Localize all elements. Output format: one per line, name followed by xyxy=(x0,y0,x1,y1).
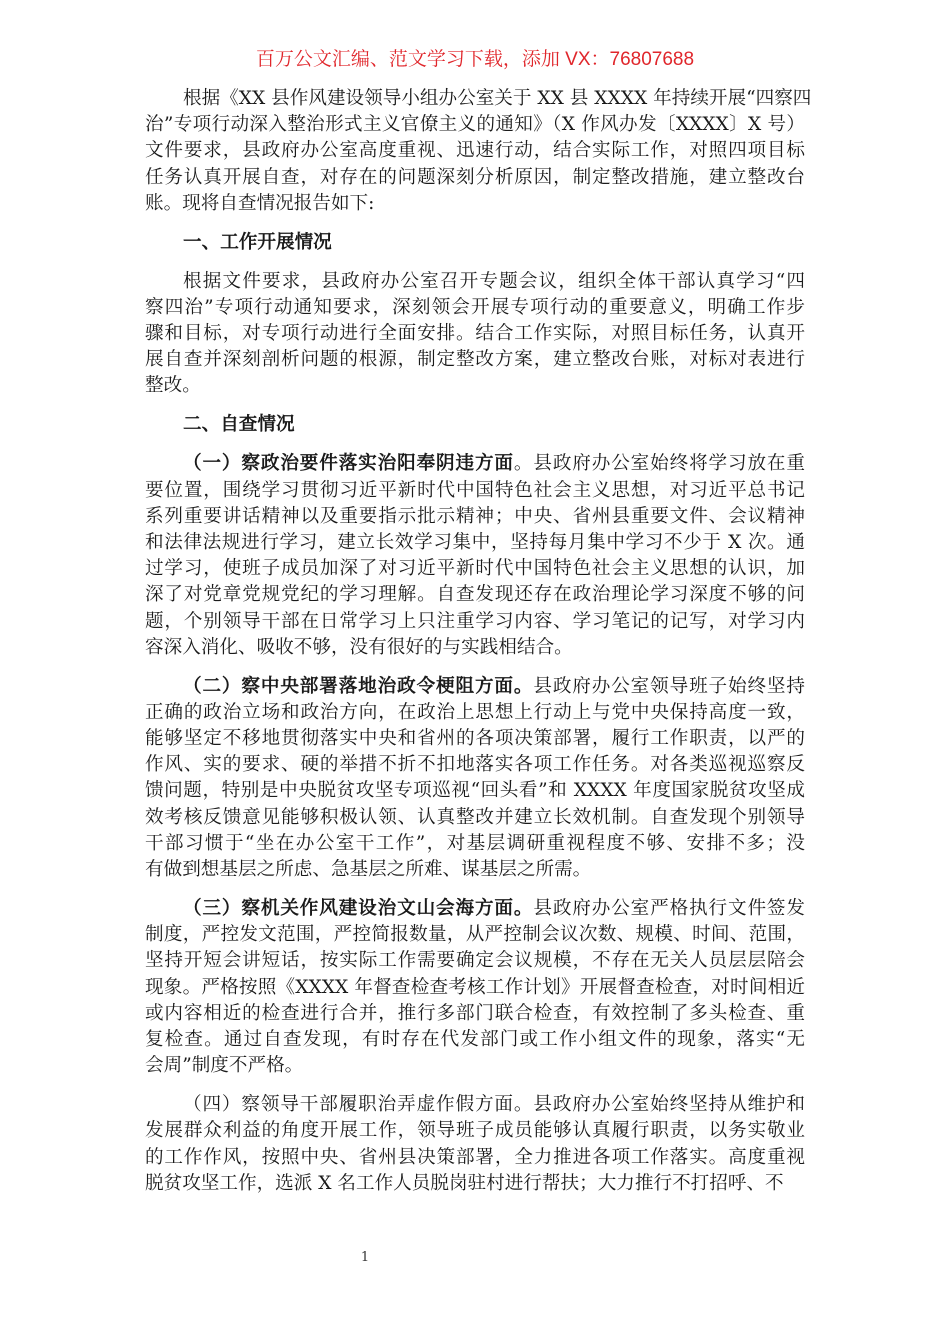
text-line: 坚持开短会讲短话，按实际工作需要确定会议规模，不存在无关人员层层陪会 xyxy=(145,950,805,972)
text-line: 整改。 xyxy=(145,375,201,397)
text-line: 会周”制度不严格。 xyxy=(145,1055,304,1077)
text-line: 的工作作风，按照中央、省州县决策部署，全力推进各项工作落实。高度重视 xyxy=(145,1146,805,1168)
text-line: 过学习，使班子成员加深了对习近平新时代中国特色社会主义思想的认识，加 xyxy=(145,558,805,580)
text-line: （四）察领导干部履职治弄虚作假方面。县政府办公室始终坚持从维护和 xyxy=(183,1094,805,1116)
text-line: 正确的政治立场和政治方向，在政治上思想上行动上与党中央保持高度一致， xyxy=(145,701,805,723)
document-body xyxy=(145,86,812,1210)
section-lead-rest: 。县政府办公室始终将学习放在重 xyxy=(513,453,805,475)
download-banner: 百万公文汇编、范文学习下载，添加 VX：76807688 xyxy=(255,49,695,70)
text-line: 题，个别领导干部在日常学习上只注重学习内容、学习笔记的记写，对学习内 xyxy=(145,610,805,632)
work-progress-paragraph xyxy=(145,269,805,400)
section-lead-rest: 县政府办公室严格执行文件签发 xyxy=(533,898,805,920)
text-line: 容深入消化、吸收不够，没有很好的与实践相结合。 xyxy=(145,636,573,658)
section-lead-title: （一）察政治要件落实治阳奉阴违方面 xyxy=(183,453,514,475)
text-line: 察四治”专项行动通知要求，深刻领会开展专项行动的重要意义，明确工作步 xyxy=(145,296,805,318)
text-line: 根据文件要求，县政府办公室召开专题会议，组织全体干部认真学习“四 xyxy=(183,270,805,292)
intro-paragraph xyxy=(145,86,812,217)
text-line: 有做到想基层之所虑、急基层之所难、谋基层之所需。 xyxy=(145,859,592,881)
page-number: 1 xyxy=(360,1250,370,1265)
text-line: 治”专项行动深入整治形式主义官僚主义的通知》（X 作风办发〔XXXX〕X 号） xyxy=(145,114,805,136)
heading-work-progress: 一、工作开展情况 xyxy=(183,231,332,253)
text-line: 效考核反馈意见能够积极认领、认真整改并建立长效机制。自查发现个别领导 xyxy=(145,806,805,828)
section-lead-title: （三）察机关作风建设治文山会海方面。 xyxy=(183,898,534,920)
text-line: 馈问题，特别是中央脱贫攻坚专项巡视“回头看”和 XXXX 年度国家脱贫攻坚成 xyxy=(145,780,805,802)
section-2-paragraph xyxy=(145,674,805,884)
text-line: 干部习惯于“坐在办公室干工作”，对基层调研重视程度不够、安排不多；没 xyxy=(145,832,805,854)
section-lead-rest: 县政府办公室领导班子始终坚持 xyxy=(533,675,805,697)
section-1-paragraph xyxy=(145,451,805,661)
text-line: 能够坚定不移地贯彻落实中央和省州的各项决策部署，履行工作职责，以严的 xyxy=(145,728,805,750)
text-line: 脱贫攻坚工作，选派 X 名工作人员脱岗驻村进行帮扶；大力推行不打招呼、不 xyxy=(145,1172,784,1194)
text-line xyxy=(145,451,805,477)
section-4-paragraph xyxy=(145,1092,805,1197)
heading-self-inspection: 二、自查情况 xyxy=(183,414,295,436)
text-line: 深了对党章党规党纪的学习理解。自查发现还存在政治理论学习深度不够的问 xyxy=(145,584,805,606)
text-line: 任务认真开展自查，对存在的问题深刻分析原因，制定整改措施，建立整改台 xyxy=(145,166,805,188)
text-line: 现象。严格按照《XXXX 年督查检查考核工作计划》开展督查检查，对时间相近 xyxy=(145,976,805,998)
section-3-paragraph xyxy=(145,896,805,1079)
text-line: 账。现将自查情况报告如下: xyxy=(145,192,375,214)
text-line: 要位置，围绕学习贯彻习近平新时代中国特色社会主义思想，对习近平总书记 xyxy=(145,479,805,501)
section-lead-title: （二）察中央部署落地治政令梗阻方面。 xyxy=(183,675,534,697)
text-line: 制度，严控发文范围，严控简报数量，从严控制会议次数、规模、时间、范围， xyxy=(145,924,805,946)
text-line: 展自查并深刻剖析问题的根源，制定整改方案，建立整改台账，对标对表进行 xyxy=(145,349,805,371)
text-line: 复检查。通过自查发现，有时存在代发部门或工作小组文件的现象，落实“无 xyxy=(145,1028,805,1050)
text-line xyxy=(145,896,805,922)
text-line: 和法律法规进行学习，建立长效学习集中，坚持每月集中学习不少于 X 次。通 xyxy=(145,532,805,553)
text-line: 系列重要讲话精神以及重要指示批示精神；中央、省州县重要文件、会议精神 xyxy=(145,505,805,527)
text-line: 作风、实的要求、硬的举措不折不扣地落实各项工作任务。对各类巡视巡察反 xyxy=(145,754,805,776)
text-line: 发展群众利益的角度开展工作，领导班子成员能够认真履行职责，以务实敬业 xyxy=(145,1120,805,1142)
text-line: 骤和目标，对专项行动进行全面安排。结合工作实际，对照目标任务，认真开 xyxy=(145,323,805,345)
text-line: 根据《XX 县作风建设领导小组办公室关于 XX 县 XXXX 年持续开展“四察四 xyxy=(183,88,812,109)
text-line xyxy=(145,674,805,700)
text-line: 文件要求，县政府办公室高度重视、迅速行动，结合实际工作，对照四项目标 xyxy=(145,140,805,162)
text-line: 或内容相近的检查进行合并，推行多部门联合检查，有效控制了多头检查、重 xyxy=(145,1002,805,1024)
